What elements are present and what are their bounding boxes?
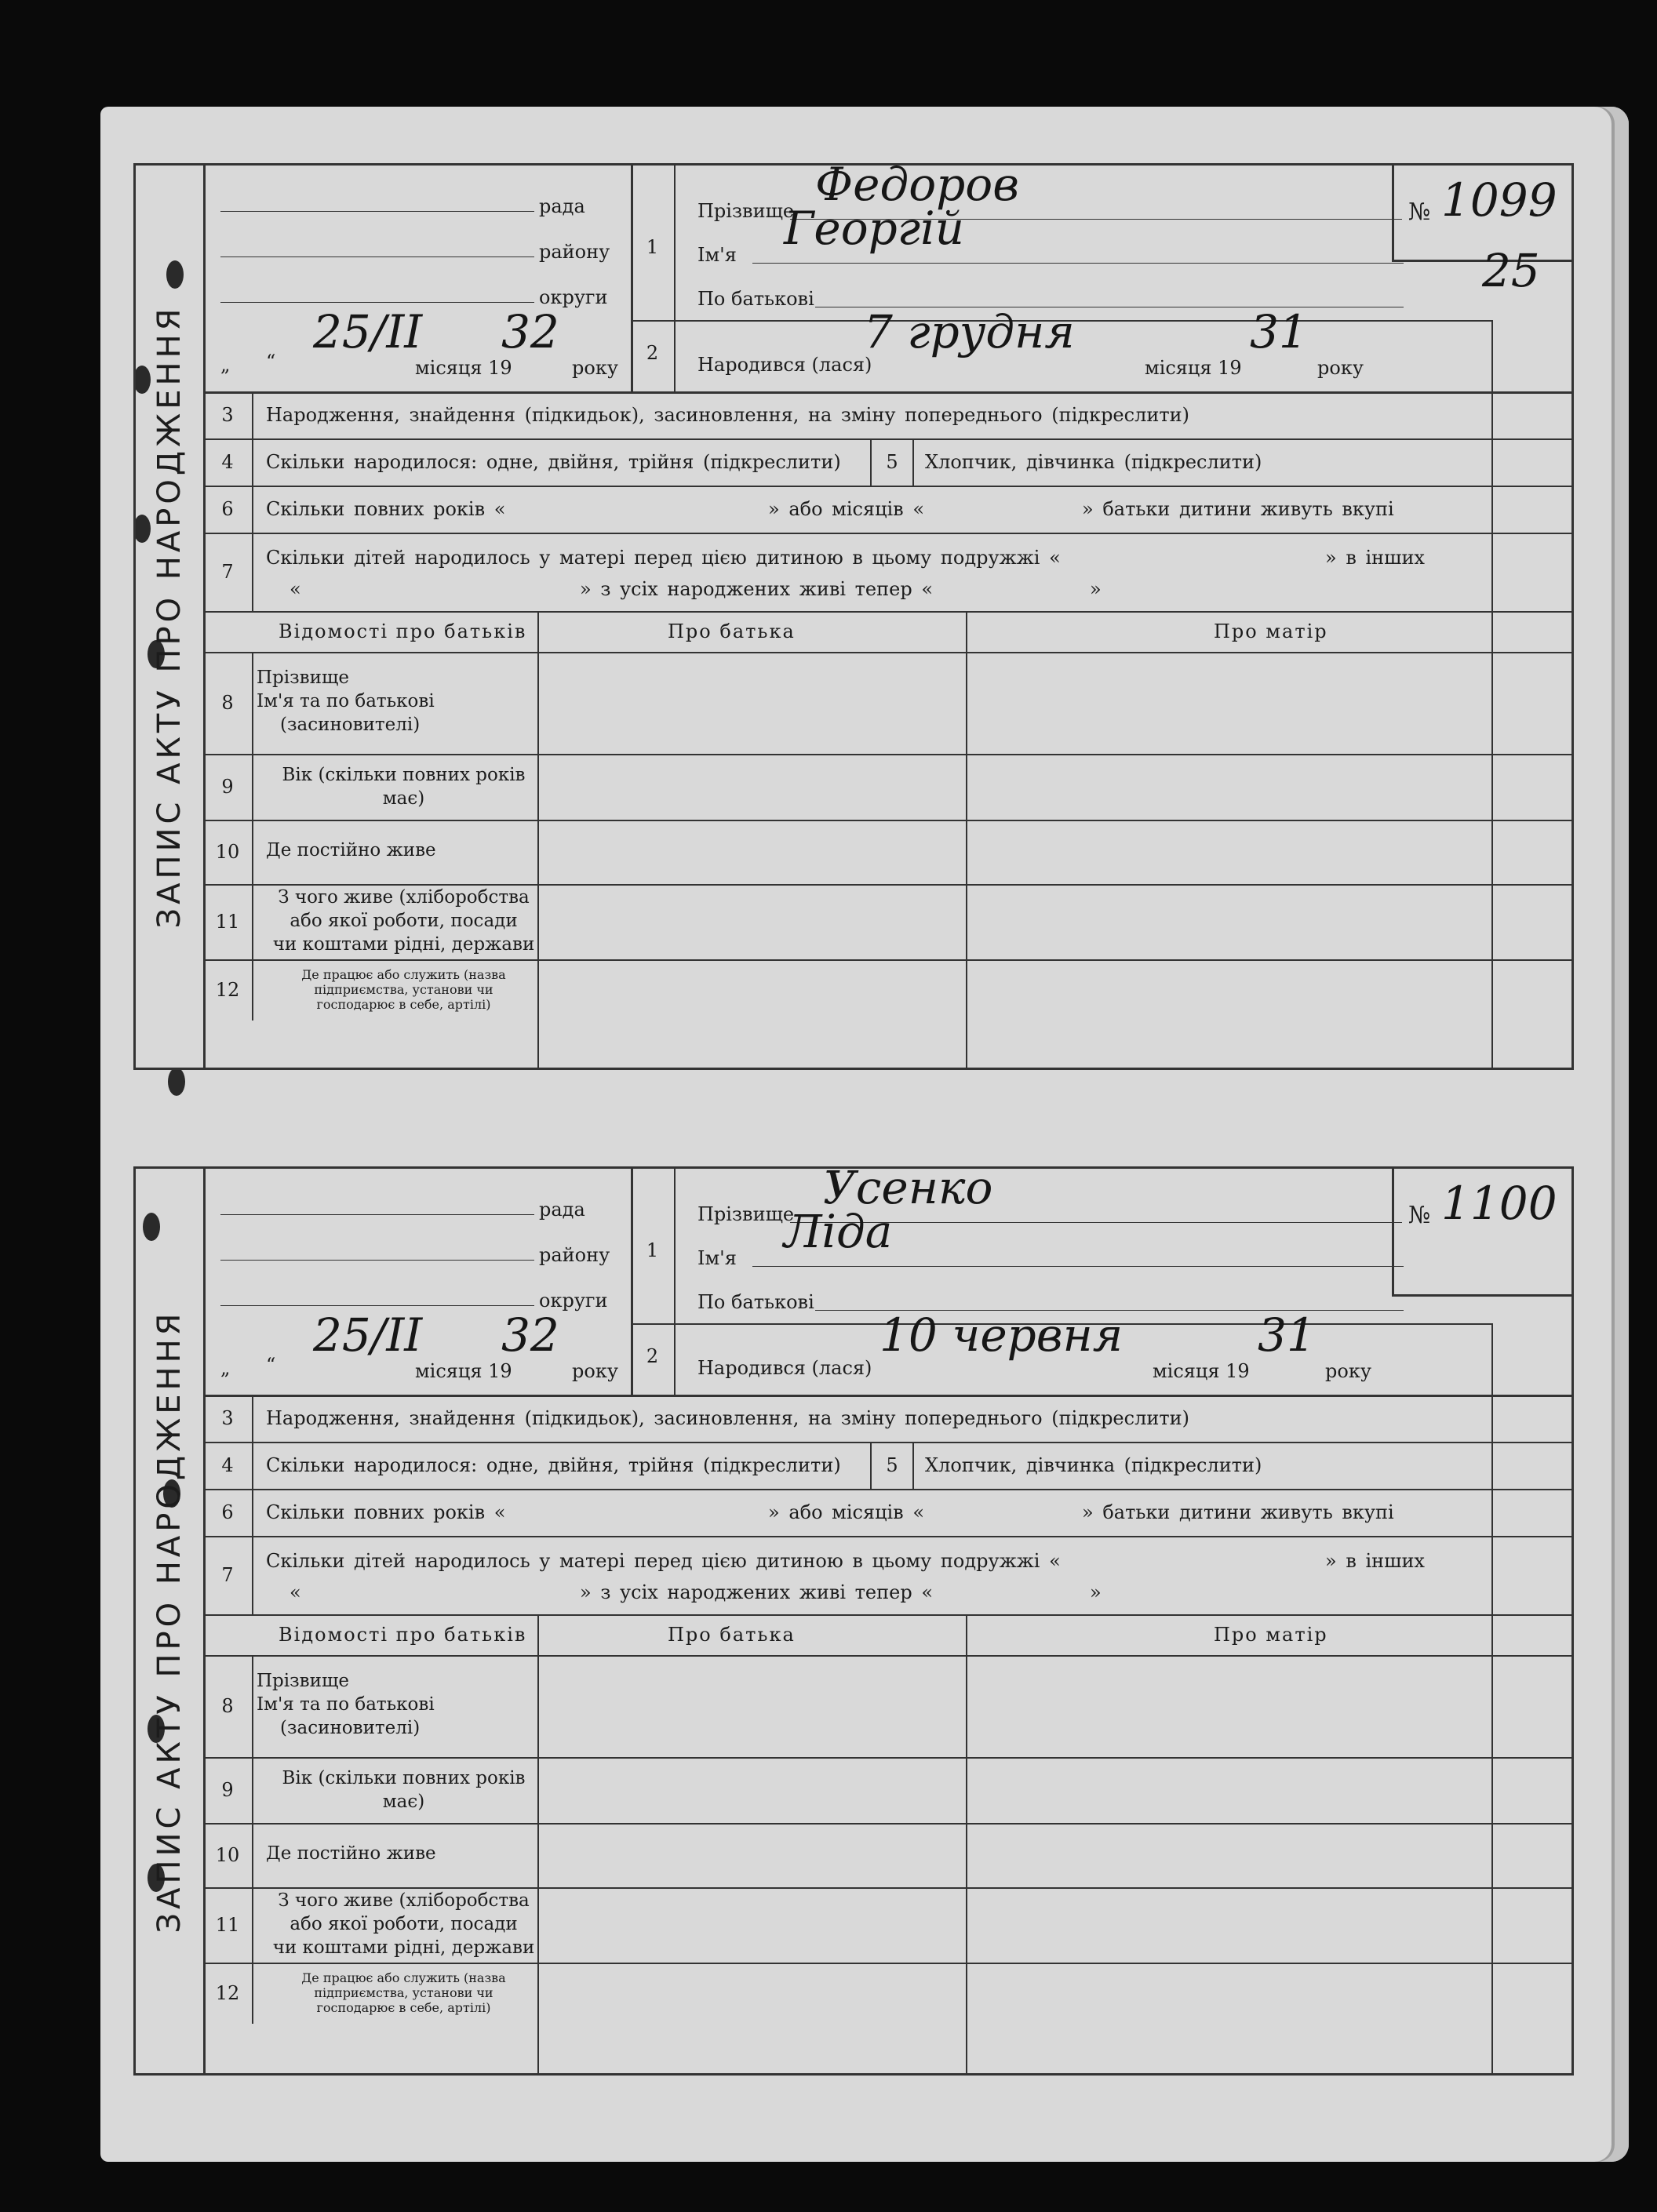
row-8-line: Ім'я та по батькові: [257, 691, 435, 711]
row-number: 1: [646, 236, 659, 258]
surname-label: Прізвище: [697, 200, 795, 222]
date-quote-close: “: [266, 351, 276, 373]
row-number: 6: [203, 486, 253, 533]
parents-table: [203, 1614, 1571, 2073]
parents-header-row: [203, 1614, 1571, 1657]
row-number: 10: [203, 820, 253, 884]
row-7-text-a: Скільки дітей народилось у матері перед цією дитиною в цьому подружжі «: [266, 1550, 1061, 1572]
handwritten-birth-year: 31: [1250, 305, 1308, 358]
row-3-text: Народження, знайдення (підкидьок), засиновлення, на зміну попереднього (підкреслити): [266, 1407, 1189, 1429]
row-4-5: [203, 1442, 1571, 1490]
row-6: [203, 486, 1571, 534]
rada-line: [220, 211, 534, 212]
okrugi-line: [220, 1305, 534, 1306]
form-side-title: [136, 1169, 206, 2073]
row-number: 5: [870, 1442, 914, 1489]
row-number: 2: [646, 1345, 659, 1367]
row-8: [203, 652, 1571, 755]
row-3: [203, 1395, 1571, 1443]
name-line: [752, 263, 1404, 264]
info-column-header: Відомості про батьків: [279, 620, 527, 642]
parents-header-row: [203, 611, 1571, 653]
row-6: [203, 1489, 1571, 1537]
born-year-label: року: [1325, 1360, 1371, 1382]
row-7-text-a: Скільки дітей народилось у матері перед цією дитиною в цьому подружжі «: [266, 547, 1061, 569]
row-8-line: (засиновителі): [280, 1718, 421, 1738]
row-11-line: чи коштами рідні, держави: [272, 1937, 535, 1958]
handwritten-reg-number: 1099: [1441, 173, 1557, 227]
birth-record-form: [133, 158, 1574, 1070]
row-7-text-c: «: [290, 1581, 301, 1603]
row-10-line: Де постійно живе: [266, 1843, 436, 1864]
row-number: 8: [203, 1655, 253, 1757]
handwritten-reg-number: 1100: [1441, 1177, 1557, 1230]
row-7-text-d: » з усіх народжених живі тепер «: [580, 578, 934, 600]
okrugi-line: [220, 302, 534, 303]
row-12-line: Де працює або служить (назва: [301, 967, 506, 982]
row-11-line: або якої роботи, посади: [290, 911, 518, 931]
patronymic-label: По батькові: [697, 1291, 814, 1313]
row-number: 4: [203, 1442, 253, 1489]
row-11-line: З чого живе (хліборобства: [278, 1890, 530, 1911]
year-label: року: [572, 1360, 618, 1382]
raion-label: району: [539, 1244, 610, 1266]
row-8-line: Прізвище: [257, 668, 349, 688]
row-number: 1: [646, 1239, 659, 1261]
name-row-numbers: [631, 166, 676, 391]
raion-label: району: [539, 241, 610, 263]
row-number: 7: [203, 1536, 253, 1614]
row-7: [203, 533, 1571, 613]
born-year-label: року: [1317, 357, 1364, 379]
row-12-line: підприємства, установи чи: [314, 982, 493, 997]
row-8-line: Ім'я та по батькові: [257, 1694, 435, 1715]
reg-no-label: №: [1408, 1202, 1431, 1229]
born-month-label: місяця 19: [1145, 357, 1242, 379]
form-header: [203, 158, 1571, 394]
row-5-text: Хлопчик, дівчинка (підкреслити): [925, 1454, 1262, 1476]
row-number: 9: [203, 754, 253, 820]
row-9-line: Вік (скільки повних років: [282, 1768, 526, 1788]
row-9: [203, 1757, 1571, 1825]
row-8: [203, 1655, 1571, 1759]
row-7-text-d: » з усіх народжених живі тепер «: [580, 1581, 934, 1603]
row-number: 12: [203, 959, 253, 1021]
year-label: року: [572, 357, 618, 379]
row-4-5: [203, 438, 1571, 487]
side-title-text: ЗАПИС АКТУ ПРО НАРОДЖЕННЯ: [151, 1309, 188, 1933]
row-9-line: Вік (скільки повних років: [282, 765, 526, 785]
row-3: [203, 391, 1571, 440]
handwritten-birth-year: 31: [1258, 1308, 1316, 1362]
rada-label: рада: [539, 195, 585, 217]
rada-label: рада: [539, 1199, 585, 1221]
side-title-text: ЗАПИС АКТУ ПРО НАРОДЖЕННЯ: [151, 304, 188, 929]
name-label: Ім'я: [697, 244, 737, 266]
okrugi-label: округи: [539, 286, 608, 308]
row-6-text-b: » або місяців «: [768, 498, 925, 520]
raion-line: [220, 256, 534, 257]
council-block: [203, 166, 633, 391]
okrugi-label: округи: [539, 1290, 608, 1312]
row-8-line: Прізвище: [257, 1671, 349, 1691]
row-12-line: господарює в себе, артілі): [316, 997, 491, 1012]
row-8-line: (засиновителі): [280, 715, 421, 735]
row-12: [203, 1963, 1571, 2024]
date-quote-open: „: [220, 354, 231, 376]
row-number: 7: [203, 533, 253, 611]
father-column-header: Про батька: [668, 620, 796, 642]
row-10: [203, 820, 1571, 886]
handwritten-year: 32: [501, 1308, 559, 1362]
row-6-text-b: » або місяців «: [768, 1501, 925, 1523]
row-number: 4: [203, 438, 253, 486]
patronymic-label: По батькові: [697, 288, 814, 310]
row-7-text-c: «: [290, 578, 301, 600]
month-label: місяця 19: [415, 357, 512, 379]
date-quote-close: “: [266, 1354, 276, 1376]
handwritten-year: 32: [501, 305, 559, 358]
row-number: 5: [870, 438, 914, 486]
row-12-line: господарює в себе, артілі): [316, 2000, 491, 2015]
row-number: 8: [203, 652, 253, 754]
row-12-line: Де працює або служить (назва: [301, 1970, 506, 1985]
month-label: місяця 19: [415, 1360, 512, 1382]
father-column-header: Про батька: [668, 1624, 796, 1646]
row-11: [203, 1887, 1571, 1964]
row-7-text-e: »: [1090, 578, 1102, 600]
info-column-header: Відомості про батьків: [279, 1624, 527, 1646]
punch-hole: [168, 1068, 185, 1096]
handwritten-surname: Усенко: [823, 1161, 993, 1214]
name-row-numbers: [631, 1169, 676, 1395]
row-number: 11: [203, 884, 253, 959]
handwritten-date: 25/II: [313, 305, 423, 358]
handwritten-surname: Федоров: [815, 158, 1019, 211]
row-number: 3: [203, 1395, 253, 1442]
row-12: [203, 959, 1571, 1021]
handwritten-birth-date: 7 грудня: [864, 305, 1075, 358]
parents-table: [203, 611, 1571, 1068]
row-number: 6: [203, 1489, 253, 1536]
row-4-text: Скільки народилося: одне, двійня, трійня (підкреслити): [266, 1454, 841, 1476]
row-6-text-a: Скільки повних років «: [266, 1501, 506, 1523]
rada-line: [220, 1214, 534, 1215]
row-4-text: Скільки народилося: одне, двійня, трійня (підкреслити): [266, 451, 841, 473]
born-label: Народився (лася): [697, 354, 872, 376]
row-9-line: має): [382, 1792, 425, 1812]
form-side-title: [136, 166, 206, 1068]
row-7: [203, 1536, 1571, 1616]
row-number: 3: [203, 391, 253, 438]
mother-column-header: Про матір: [1214, 1624, 1328, 1646]
form-header: [203, 1161, 1571, 1397]
row-number: 11: [203, 1887, 253, 1963]
raion-line: [220, 1260, 534, 1261]
date-quote-open: „: [220, 1357, 231, 1379]
handwritten-name: Георгій: [784, 202, 964, 255]
row-7-text-b: » в інших: [1325, 1550, 1425, 1572]
row-7-text-e: »: [1090, 1581, 1102, 1603]
row-11: [203, 884, 1571, 961]
row-9-line: має): [382, 788, 425, 809]
row-number: 10: [203, 1823, 253, 1887]
row-5-text: Хлопчик, дівчинка (підкреслити): [925, 451, 1262, 473]
header-divider: [1491, 320, 1493, 391]
header-divider: [1491, 1323, 1493, 1395]
row-11-line: чи коштами рідні, держави: [272, 934, 535, 955]
handwritten-date: 25/II: [313, 1308, 423, 1362]
row-3-text: Народження, знайдення (підкидьок), засиновлення, на зміну попереднього (підкреслити): [266, 404, 1189, 426]
registration-number-box: [1392, 1169, 1571, 1297]
handwritten-name: Ліда: [784, 1205, 893, 1258]
row-6-text-a: Скільки повних років «: [266, 498, 506, 520]
row-7-text-b: » в інших: [1325, 547, 1425, 569]
row-9: [203, 754, 1571, 821]
name-label: Ім'я: [697, 1247, 737, 1269]
mother-column-header: Про матір: [1214, 620, 1328, 642]
born-label: Народився (лася): [697, 1357, 872, 1379]
birth-record-form: [133, 1161, 1574, 2076]
row-number: 2: [646, 342, 659, 364]
name-line: [752, 1266, 1404, 1267]
row-number: 12: [203, 1963, 253, 2024]
row-10-line: Де постійно живе: [266, 840, 436, 860]
row-number: 9: [203, 1757, 253, 1823]
row-6-text-c: » батьки дитини живуть вкупі: [1082, 1501, 1394, 1523]
handwritten-extra-number: 25: [1482, 244, 1540, 297]
row-11-line: або якої роботи, посади: [290, 1914, 518, 1934]
row-12-line: підприємства, установи чи: [314, 1985, 493, 2000]
row-11-line: З чого живе (хліборобства: [278, 887, 530, 908]
born-month-label: місяця 19: [1153, 1360, 1250, 1382]
reg-no-label: №: [1408, 198, 1431, 226]
row-6-text-c: » батьки дитини живуть вкупі: [1082, 498, 1394, 520]
handwritten-birth-date: 10 червня: [879, 1308, 1123, 1362]
row-10: [203, 1823, 1571, 1889]
council-block: [203, 1169, 633, 1395]
surname-label: Прізвище: [697, 1203, 795, 1225]
